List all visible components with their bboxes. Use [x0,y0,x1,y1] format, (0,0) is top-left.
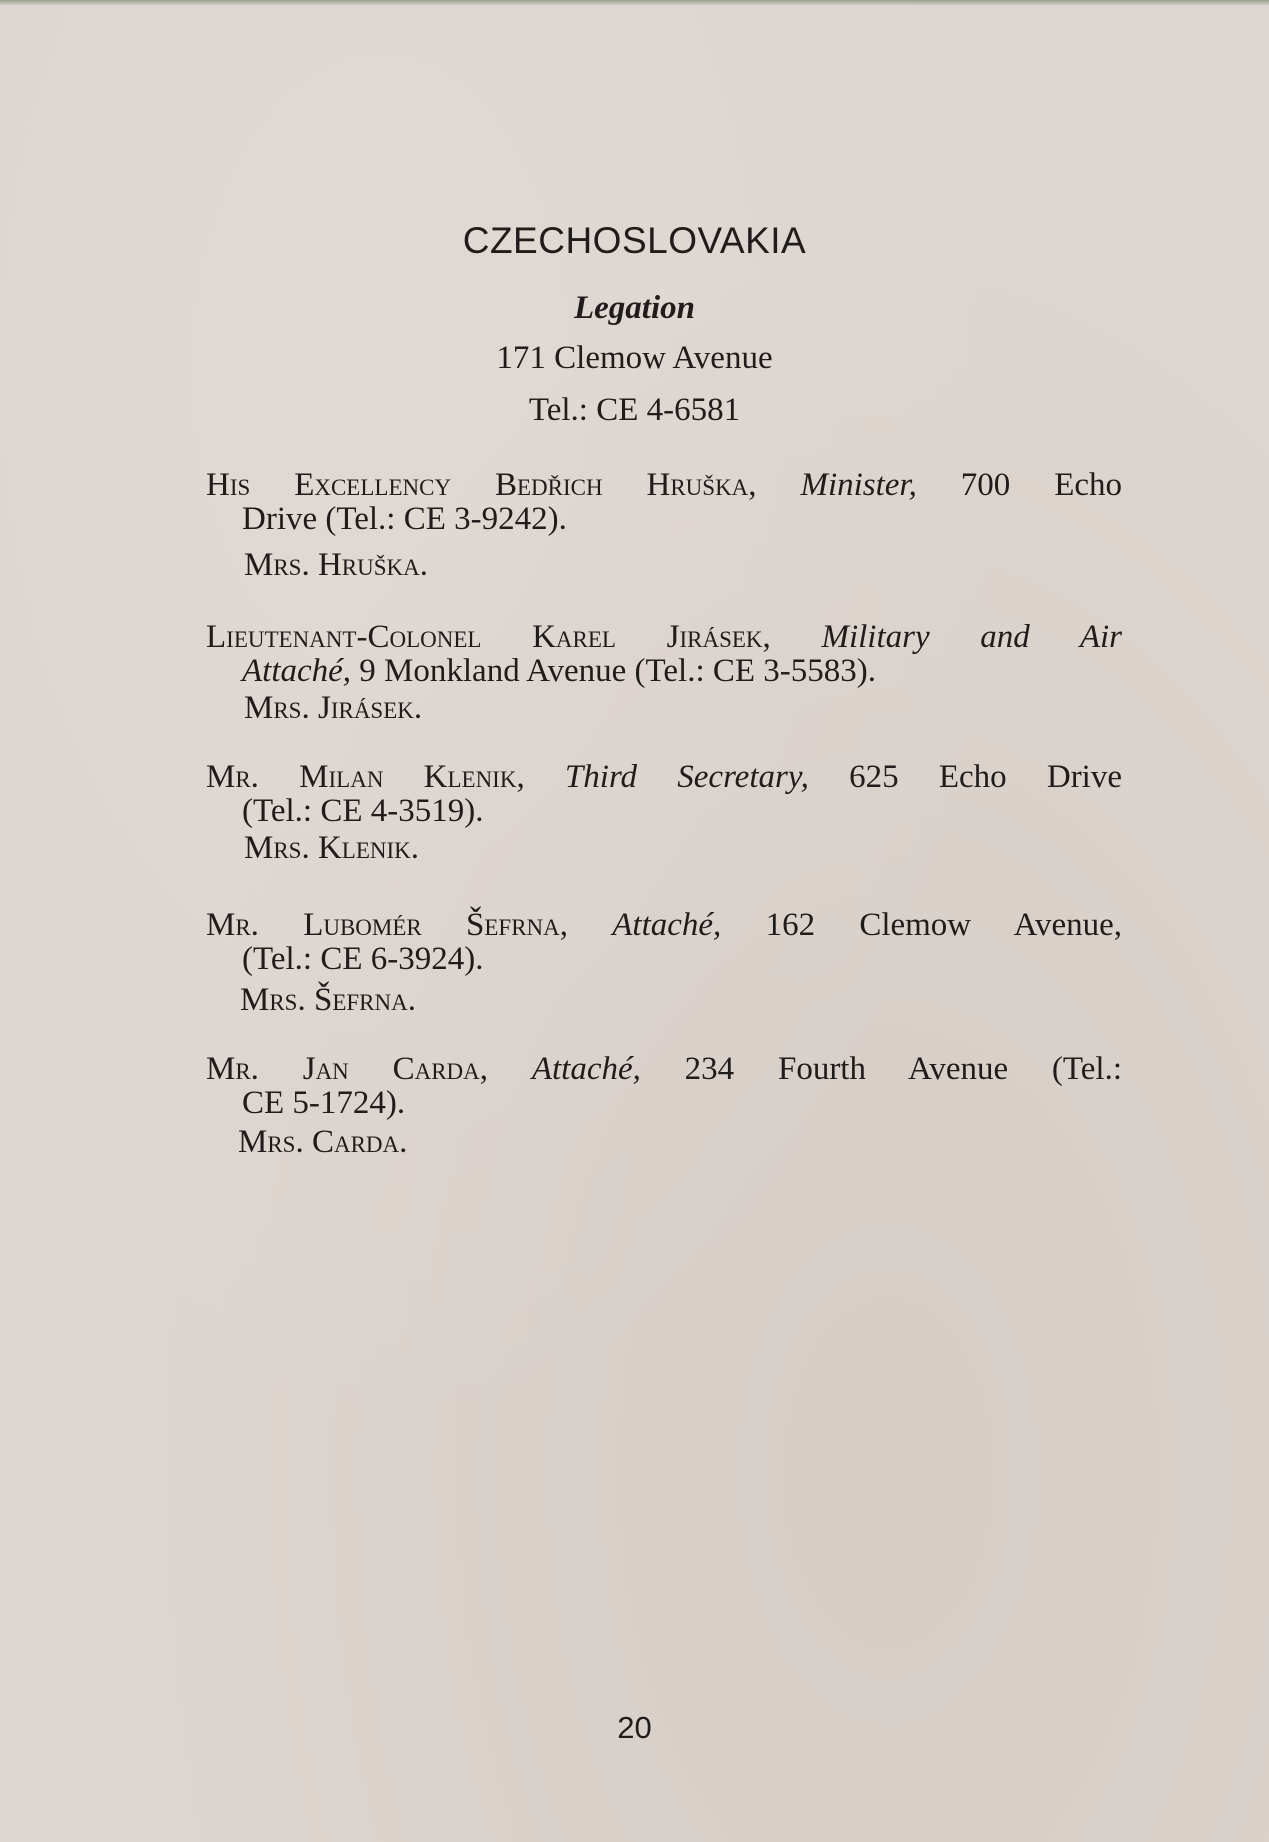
entry-spouse: Mrs. Šefrna. [240,982,416,1018]
entry-military-attache [206,620,1122,688]
entry-role: Minister, [800,467,917,503]
entry-attache-carda [206,1052,1122,1120]
entry-address: 700 Echo [960,467,1122,503]
entry-role: Attaché, [612,907,722,943]
entry-title: Mr. [206,907,259,943]
entry-third-secretary [206,760,1122,828]
entry-line [206,620,1122,654]
entry-role: Military and Air [821,619,1122,655]
entry-continuation: (Tel.: CE 6-3924). [242,941,484,977]
entry-name: Karel Jirásek, [532,619,771,655]
legation-subheading: Legation [574,290,695,326]
entry-name: Milan Klenik, [299,759,525,795]
entry-address: 9 Monkland Avenue (Tel.: CE 3-5583). [359,653,877,689]
entry-line [206,1052,1122,1086]
entry-name: Jan Carda, [302,1051,489,1087]
entry-spouse: Mrs. Hruška. [244,547,429,583]
entry-title: Mr. [206,759,259,795]
entry-continuation: Drive (Tel.: CE 3-9242). [242,501,567,537]
entry-continuation: (Tel.: CE 4-3519). [242,793,484,829]
entry-spouse: Mrs. Jirásek. [244,690,423,726]
entry-attache-sefrna [206,908,1122,976]
page-number: 20 [617,1710,652,1745]
legation-address: 171 Clemow Avenue [496,340,773,376]
country-heading: CZECHOSLOVAKIA [462,220,807,261]
page-top-edge [0,0,1269,6]
entry-continuation: CE 5-1724). [242,1085,406,1121]
entry-continuation [206,654,1122,688]
entry-address: 234 Fourth Avenue (Tel.: [684,1051,1122,1087]
entry-line [206,760,1122,794]
entry-title: Lieutenant-Colonel [206,619,482,655]
entry-title: Mr. [206,1051,259,1087]
entry-role: Attaché, [531,1051,641,1087]
entry-minister [206,468,1122,536]
entry-address: 162 Clemow Avenue, [765,907,1122,943]
entry-role-continued: Attaché, [242,653,352,689]
entry-name: Bedřich Hruška, [494,467,757,503]
entry-title: His Excellency [206,467,452,503]
legation-telephone: Tel.: CE 4-6581 [528,392,741,428]
entry-line [206,468,1122,502]
entry-spouse: Mrs. Klenik. [244,830,420,866]
entry-role: Third Secretary, [564,759,809,795]
entry-address: 625 Echo Drive [849,759,1123,795]
entry-line [206,908,1122,942]
entry-spouse: Mrs. Carda. [238,1124,408,1160]
entry-name: Lubomér Šefrna, [303,907,569,943]
